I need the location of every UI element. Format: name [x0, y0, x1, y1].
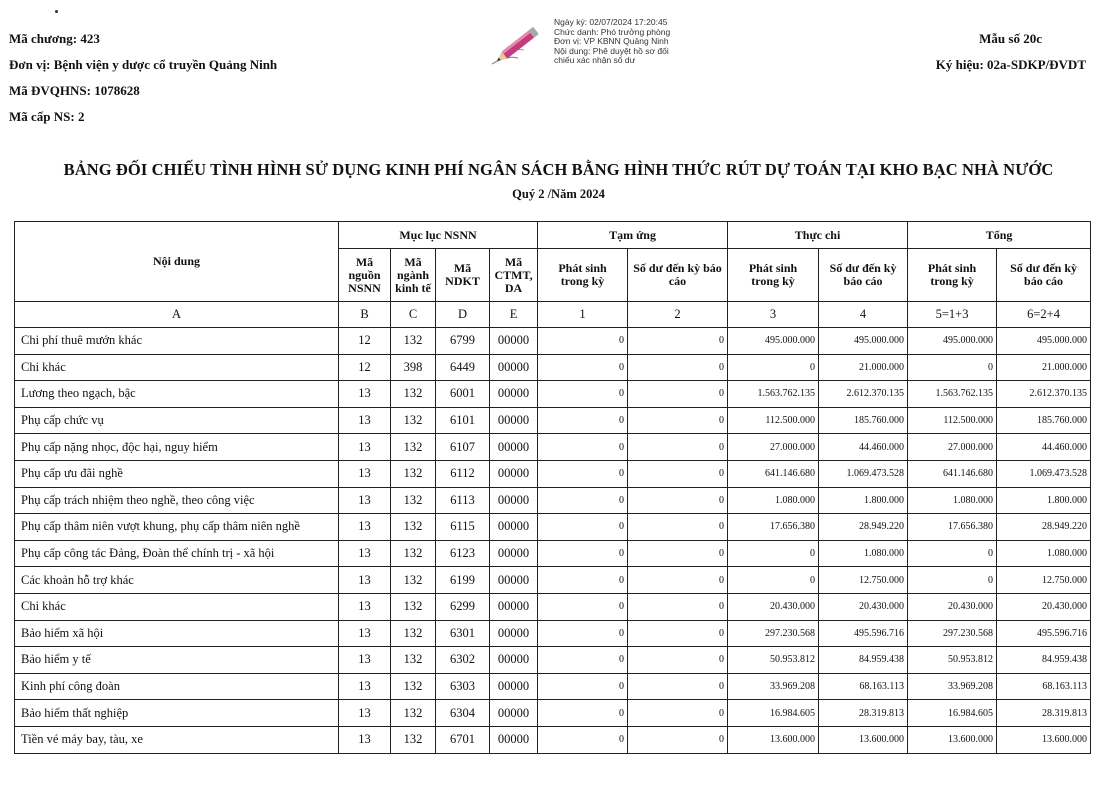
row-content: Chi khác	[15, 354, 339, 381]
row-thuc-chi-so-du: 185.760.000	[819, 407, 908, 434]
header-tam-ung-so-du: Số dư đến kỳ báo cáo	[628, 249, 728, 302]
document-title: BẢNG ĐỐI CHIẾU TÌNH HÌNH SỬ DỤNG KINH PHÍ NGÂN SÁCH BẰNG HÌNH THỨC RÚT DỰ TOÁN TẠI KHO BẠC NHÀ NƯỚC	[63, 160, 1054, 179]
row-tong-so-du: 185.760.000	[997, 407, 1091, 434]
row-tam-ung-phat-sinh: 0	[538, 434, 628, 461]
row-tong-so-du: 44.460.000	[997, 434, 1091, 461]
row-content: Kinh phí công đoàn	[15, 673, 339, 700]
row-ma-ndkt: 6304	[436, 700, 490, 727]
row-tong-phat-sinh: 297.230.568	[908, 620, 997, 647]
row-tam-ung-so-du: 0	[628, 407, 728, 434]
row-ma-ndkt: 6301	[436, 620, 490, 647]
row-tam-ung-phat-sinh: 0	[538, 487, 628, 514]
row-ma-nganh: 132	[391, 540, 436, 567]
table-row	[15, 647, 1091, 674]
row-tong-phat-sinh: 1.080.000	[908, 487, 997, 514]
row-thuc-chi-phat-sinh: 50.953.812	[728, 647, 819, 674]
row-tam-ung-so-du: 0	[628, 540, 728, 567]
row-ma-ctmt: 00000	[490, 407, 538, 434]
row-tam-ung-phat-sinh: 0	[538, 540, 628, 567]
scan-speck	[55, 10, 58, 13]
row-thuc-chi-phat-sinh: 297.230.568	[728, 620, 819, 647]
row-tong-so-du: 12.750.000	[997, 567, 1091, 594]
row-tong-phat-sinh: 641.146.680	[908, 460, 997, 487]
row-thuc-chi-phat-sinh: 495.000.000	[728, 328, 819, 355]
pen-signature-icon	[488, 18, 550, 68]
row-ma-ndkt: 6123	[436, 540, 490, 567]
row-thuc-chi-phat-sinh: 1.563.762.135	[728, 381, 819, 408]
row-ma-nganh: 132	[391, 700, 436, 727]
row-ma-nganh: 132	[391, 593, 436, 620]
header-tong: Tổng	[908, 222, 1091, 249]
row-tong-so-du: 1.800.000	[997, 487, 1091, 514]
row-ma-ndkt: 6112	[436, 460, 490, 487]
row-tam-ung-so-du: 0	[628, 354, 728, 381]
document-period: Quý 2 /Năm 2024	[512, 187, 605, 201]
row-tam-ung-so-du: 0	[628, 381, 728, 408]
row-tong-so-du: 28.319.813	[997, 700, 1091, 727]
row-ma-ndkt: 6107	[436, 434, 490, 461]
row-tong-so-du: 2.612.370.135	[997, 381, 1091, 408]
row-content: Phụ cấp thâm niên vượt khung, phụ cấp thâm niên nghề	[15, 514, 339, 541]
header-ma-nguon: Mã nguồn NSNN	[339, 249, 391, 302]
row-tam-ung-so-du: 0	[628, 460, 728, 487]
row-tam-ung-so-du: 0	[628, 434, 728, 461]
row-ma-nguon: 13	[339, 567, 391, 594]
row-tam-ung-so-du: 0	[628, 593, 728, 620]
row-ma-ctmt: 00000	[490, 514, 538, 541]
row-tam-ung-phat-sinh: 0	[538, 567, 628, 594]
row-thuc-chi-so-du: 1.080.000	[819, 540, 908, 567]
row-ma-ctmt: 00000	[490, 700, 538, 727]
row-tam-ung-phat-sinh: 0	[538, 381, 628, 408]
row-tam-ung-phat-sinh: 0	[538, 647, 628, 674]
row-ma-ndkt: 6001	[436, 381, 490, 408]
row-ma-nguon: 13	[339, 647, 391, 674]
row-ma-ndkt: 6101	[436, 407, 490, 434]
row-thuc-chi-phat-sinh: 112.500.000	[728, 407, 819, 434]
row-thuc-chi-so-du: 28.319.813	[819, 700, 908, 727]
row-ma-ctmt: 00000	[490, 460, 538, 487]
row-ma-ndkt: 6303	[436, 673, 490, 700]
row-tong-so-du: 1.069.473.528	[997, 460, 1091, 487]
row-content: Phụ cấp nặng nhọc, độc hại, nguy hiểm	[15, 434, 339, 461]
row-thuc-chi-phat-sinh: 20.430.000	[728, 593, 819, 620]
row-tam-ung-phat-sinh: 0	[538, 514, 628, 541]
ky-hieu: Ký hiệu: 02a-SDKP/ĐVDT	[935, 57, 1086, 72]
table-row	[15, 514, 1091, 541]
row-ma-nganh: 398	[391, 354, 436, 381]
row-ma-nganh: 132	[391, 514, 436, 541]
row-content: Phụ cấp công tác Đảng, Đoàn thể chính trị - xã hội	[15, 540, 339, 567]
row-tam-ung-phat-sinh: 0	[538, 460, 628, 487]
header-tong-so-du: Số dư đến kỳ báo cáo	[997, 249, 1091, 302]
row-ma-nganh: 132	[391, 434, 436, 461]
row-ma-nguon: 13	[339, 620, 391, 647]
table-row	[15, 381, 1091, 408]
row-ma-ndkt: 6799	[436, 328, 490, 355]
header-noi-dung: Nội dung	[15, 222, 339, 302]
row-thuc-chi-so-du: 84.959.438	[819, 647, 908, 674]
row-tong-phat-sinh: 13.600.000	[908, 726, 997, 753]
row-ma-ndkt: 6199	[436, 567, 490, 594]
row-tam-ung-so-du: 0	[628, 620, 728, 647]
row-thuc-chi-so-du: 1.069.473.528	[819, 460, 908, 487]
row-tong-so-du: 495.596.716	[997, 620, 1091, 647]
row-tam-ung-so-du: 0	[628, 514, 728, 541]
row-content: Chi phí thuê mướn khác	[15, 328, 339, 355]
row-tam-ung-so-du: 0	[628, 726, 728, 753]
row-content: Bảo hiểm y tế	[15, 647, 339, 674]
row-tong-phat-sinh: 495.000.000	[908, 328, 997, 355]
header-thuc-chi: Thực chi	[728, 222, 908, 249]
column-code: B	[339, 302, 391, 328]
row-ma-nguon: 13	[339, 460, 391, 487]
row-thuc-chi-phat-sinh: 641.146.680	[728, 460, 819, 487]
row-ma-ctmt: 00000	[490, 354, 538, 381]
row-ma-ctmt: 00000	[490, 567, 538, 594]
row-thuc-chi-so-du: 2.612.370.135	[819, 381, 908, 408]
row-tam-ung-so-du: 0	[628, 328, 728, 355]
row-thuc-chi-so-du: 44.460.000	[819, 434, 908, 461]
table-row	[15, 620, 1091, 647]
row-tam-ung-phat-sinh: 0	[538, 407, 628, 434]
row-tong-phat-sinh: 1.563.762.135	[908, 381, 997, 408]
row-thuc-chi-so-du: 21.000.000	[819, 354, 908, 381]
column-code: C	[391, 302, 436, 328]
row-ma-nguon: 13	[339, 673, 391, 700]
row-thuc-chi-phat-sinh: 17.656.380	[728, 514, 819, 541]
row-tam-ung-phat-sinh: 0	[538, 593, 628, 620]
row-tong-so-du: 1.080.000	[997, 540, 1091, 567]
table-row	[15, 700, 1091, 727]
row-content: Các khoản hỗ trợ khác	[15, 567, 339, 594]
column-code: E	[490, 302, 538, 328]
ma-chuong: Mã chương: 423	[9, 31, 100, 46]
row-ma-nguon: 13	[339, 700, 391, 727]
row-ma-nganh: 132	[391, 647, 436, 674]
row-thuc-chi-phat-sinh: 13.600.000	[728, 726, 819, 753]
table-row	[15, 407, 1091, 434]
row-tong-so-du: 28.949.220	[997, 514, 1091, 541]
row-ma-ctmt: 00000	[490, 620, 538, 647]
row-tam-ung-so-du: 0	[628, 673, 728, 700]
row-tam-ung-so-du: 0	[628, 647, 728, 674]
column-code: A	[15, 302, 339, 328]
table-row	[15, 434, 1091, 461]
table-row	[15, 567, 1091, 594]
row-ma-nguon: 13	[339, 381, 391, 408]
row-tong-phat-sinh: 16.984.605	[908, 700, 997, 727]
row-ma-ctmt: 00000	[490, 487, 538, 514]
row-ma-nguon: 13	[339, 434, 391, 461]
row-thuc-chi-so-du: 13.600.000	[819, 726, 908, 753]
row-tong-so-du: 13.600.000	[997, 726, 1091, 753]
row-ma-nganh: 132	[391, 328, 436, 355]
row-thuc-chi-so-du: 28.949.220	[819, 514, 908, 541]
row-ma-nguon: 13	[339, 540, 391, 567]
row-tong-so-du: 20.430.000	[997, 593, 1091, 620]
row-ma-nguon: 13	[339, 407, 391, 434]
row-content: Chi khác	[15, 593, 339, 620]
row-tam-ung-so-du: 0	[628, 700, 728, 727]
row-ma-ctmt: 00000	[490, 540, 538, 567]
row-thuc-chi-phat-sinh: 0	[728, 540, 819, 567]
header-tam-ung-phat-sinh: Phát sinh trong kỳ	[538, 249, 628, 302]
row-thuc-chi-phat-sinh: 0	[728, 354, 819, 381]
table-row	[15, 328, 1091, 355]
column-code: 2	[628, 302, 728, 328]
row-thuc-chi-phat-sinh: 33.969.208	[728, 673, 819, 700]
ma-dvqhns: Mã ĐVQHNS: 1078628	[9, 83, 140, 98]
row-ma-nganh: 132	[391, 381, 436, 408]
row-ma-ndkt: 6113	[436, 487, 490, 514]
table-row	[15, 673, 1091, 700]
row-thuc-chi-so-du: 68.163.113	[819, 673, 908, 700]
ma-cap-ns: Mã cấp NS: 2	[9, 109, 85, 124]
row-tong-so-du: 21.000.000	[997, 354, 1091, 381]
row-tong-phat-sinh: 0	[908, 354, 997, 381]
row-tam-ung-so-du: 0	[628, 567, 728, 594]
row-thuc-chi-phat-sinh: 16.984.605	[728, 700, 819, 727]
row-ma-ndkt: 6299	[436, 593, 490, 620]
row-content: Tiền vé máy bay, tàu, xe	[15, 726, 339, 753]
row-ma-nganh: 132	[391, 407, 436, 434]
row-tam-ung-phat-sinh: 0	[538, 673, 628, 700]
row-ma-ndkt: 6302	[436, 647, 490, 674]
row-thuc-chi-phat-sinh: 0	[728, 567, 819, 594]
row-ma-nguon: 12	[339, 328, 391, 355]
row-tong-so-du: 495.000.000	[997, 328, 1091, 355]
row-thuc-chi-so-du: 1.800.000	[819, 487, 908, 514]
table-row	[15, 540, 1091, 567]
header-tam-ung: Tạm ứng	[538, 222, 728, 249]
mau-so: Mẫu số 20c	[979, 31, 1042, 46]
row-tong-phat-sinh: 0	[908, 567, 997, 594]
row-ma-ctmt: 00000	[490, 328, 538, 355]
table-row	[15, 460, 1091, 487]
row-thuc-chi-so-du: 495.000.000	[819, 328, 908, 355]
header-tong-phat-sinh: Phát sinh trong kỳ	[908, 249, 997, 302]
row-ma-nguon: 13	[339, 487, 391, 514]
row-thuc-chi-so-du: 495.596.716	[819, 620, 908, 647]
row-thuc-chi-phat-sinh: 1.080.000	[728, 487, 819, 514]
row-tam-ung-phat-sinh: 0	[538, 354, 628, 381]
row-content: Phụ cấp trách nhiệm theo nghề, theo công việc	[15, 487, 339, 514]
column-code-row	[15, 302, 1091, 328]
row-tong-phat-sinh: 20.430.000	[908, 593, 997, 620]
column-code: 3	[728, 302, 819, 328]
row-ma-nganh: 132	[391, 673, 436, 700]
row-thuc-chi-phat-sinh: 27.000.000	[728, 434, 819, 461]
header-muc-luc: Mục lục NSNN	[339, 222, 538, 249]
table-row	[15, 593, 1091, 620]
row-ma-ctmt: 00000	[490, 434, 538, 461]
column-code: 5=1+3	[908, 302, 997, 328]
row-ma-ndkt: 6115	[436, 514, 490, 541]
row-ma-nguon: 13	[339, 593, 391, 620]
row-tong-phat-sinh: 112.500.000	[908, 407, 997, 434]
row-content: Lương theo ngạch, bậc	[15, 381, 339, 408]
row-tong-so-du: 84.959.438	[997, 647, 1091, 674]
header-ma-ctmt: Mã CTMT, DA	[490, 249, 538, 302]
row-ma-nguon: 12	[339, 354, 391, 381]
row-ma-nganh: 132	[391, 460, 436, 487]
row-ma-nganh: 132	[391, 487, 436, 514]
row-content: Bảo hiểm xã hội	[15, 620, 339, 647]
table-row	[15, 726, 1091, 753]
row-thuc-chi-so-du: 12.750.000	[819, 567, 908, 594]
row-content: Phụ cấp ưu đãi nghề	[15, 460, 339, 487]
column-code: 4	[819, 302, 908, 328]
row-ma-ctmt: 00000	[490, 593, 538, 620]
row-tam-ung-phat-sinh: 0	[538, 620, 628, 647]
column-code: D	[436, 302, 490, 328]
column-code: 1	[538, 302, 628, 328]
row-tam-ung-phat-sinh: 0	[538, 328, 628, 355]
row-content: Bảo hiểm thất nghiệp	[15, 700, 339, 727]
reconciliation-table	[14, 221, 1091, 754]
row-ma-nguon: 13	[339, 514, 391, 541]
row-tong-phat-sinh: 50.953.812	[908, 647, 997, 674]
row-ma-ctmt: 00000	[490, 673, 538, 700]
table-row	[15, 354, 1091, 381]
row-ma-nganh: 132	[391, 726, 436, 753]
row-ma-ndkt: 6701	[436, 726, 490, 753]
row-ma-nguon: 13	[339, 726, 391, 753]
header-thuc-chi-phat-sinh: Phát sinh trong kỳ	[728, 249, 819, 302]
row-tong-phat-sinh: 0	[908, 540, 997, 567]
row-tong-phat-sinh: 27.000.000	[908, 434, 997, 461]
row-ma-ctmt: 00000	[490, 381, 538, 408]
header-ma-ndkt: Mã NDKT	[436, 249, 490, 302]
row-tam-ung-so-du: 0	[628, 487, 728, 514]
column-code: 6=2+4	[997, 302, 1091, 328]
row-ma-nganh: 132	[391, 567, 436, 594]
row-tong-so-du: 68.163.113	[997, 673, 1091, 700]
row-content: Phụ cấp chức vụ	[15, 407, 339, 434]
row-tong-phat-sinh: 17.656.380	[908, 514, 997, 541]
row-tam-ung-phat-sinh: 0	[538, 726, 628, 753]
row-ma-ndkt: 6449	[436, 354, 490, 381]
row-ma-ctmt: 00000	[490, 647, 538, 674]
row-tong-phat-sinh: 33.969.208	[908, 673, 997, 700]
header-thuc-chi-so-du: Số dư đến kỳ báo cáo	[819, 249, 908, 302]
row-ma-ctmt: 00000	[490, 726, 538, 753]
table-row	[15, 487, 1091, 514]
header-ma-nganh: Mã ngành kinh tế	[391, 249, 436, 302]
don-vi: Đơn vị: Bệnh viện y dược cổ truyền Quảng Ninh	[9, 57, 278, 72]
row-tam-ung-phat-sinh: 0	[538, 700, 628, 727]
row-thuc-chi-so-du: 20.430.000	[819, 593, 908, 620]
digital-signature-info: Ngày ký: 02/07/2024 17:20:45 Chức danh: Phó trưởng phòng Đơn vị: VP KBNN Quảng Ninh Nội dung: Phê duyệt hồ sơ đối chiếu xác nhận số dư	[554, 17, 671, 65]
row-ma-nganh: 132	[391, 620, 436, 647]
